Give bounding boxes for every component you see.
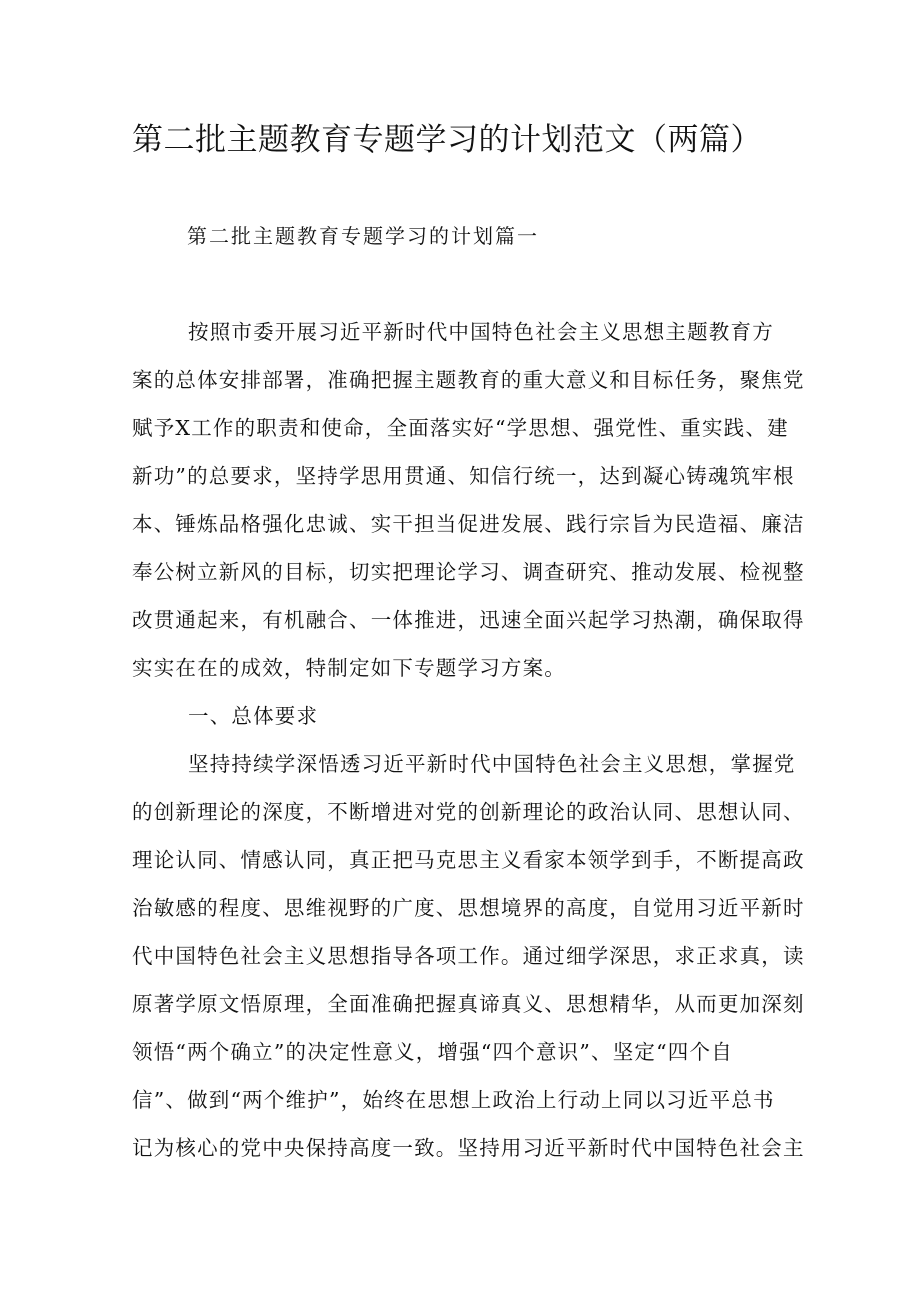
document-title: 第二批主题教育专题学习的计划范文（两篇） bbox=[132, 122, 762, 158]
paragraph-line: 赋予X工作的职责和使命，全面落实好“学思想、强党性、重实践、建 bbox=[132, 416, 789, 440]
section-subtitle: 第二批主题教育专题学习的计划篇一 bbox=[187, 224, 539, 248]
paragraph-line: 改贯通起来，有机融合、一体推进，迅速全面兴起学习热潮，确保取得 bbox=[132, 608, 805, 632]
paragraph-line: 代中国特色社会主义思想指导各项工作。通过细学深思，求正求真，读 bbox=[132, 944, 805, 968]
paragraph-line: 记为核心的党中央保持高度一致。坚持用习近平新时代中国特色社会主 bbox=[132, 1136, 805, 1160]
paragraph-line: 坚持持续学深悟透习近平新时代中国特色社会主义思想，掌握党 bbox=[188, 752, 796, 776]
paragraph-line: 治敏感的程度、思维视野的广度、思想境界的高度，自觉用习近平新时 bbox=[132, 896, 805, 920]
paragraph-line: 的创新理论的深度，不断增进对党的创新理论的政治认同、思想认同、 bbox=[132, 800, 805, 824]
paragraph-line: 信”、做到“两个维护”，始终在思想上政治上行动上同以习近平总书 bbox=[132, 1088, 775, 1112]
paragraph-line: 本、锤炼品格强化忠诚、实干担当促进发展、践行宗旨为民造福、廉洁 bbox=[132, 512, 805, 536]
paragraph-line: 案的总体安排部署，准确把握主题教育的重大意义和目标任务，聚焦党 bbox=[132, 368, 805, 392]
paragraph-line: 原著学原文悟原理，全面准确把握真谛真义、思想精华，从而更加深刻 bbox=[132, 992, 805, 1016]
paragraph-line: 奉公树立新风的目标，切实把理论学习、调查研究、推动发展、检视整 bbox=[132, 560, 805, 584]
paragraph-line: 实实在在的成效，特制定如下专题学习方案。 bbox=[132, 656, 566, 680]
paragraph-line: 领悟“两个确立”的决定性意义，增强“四个意识”、坚定“四个自 bbox=[132, 1040, 733, 1064]
paragraph-line: 按照市委开展习近平新时代中国特色社会主义思想主题教育方 bbox=[188, 320, 774, 344]
section-heading: 一、总体要求 bbox=[188, 704, 319, 728]
paragraph-line: 新功”的总要求，坚持学思用贯通、知信行统一，达到凝心铸魂筑牢根 bbox=[132, 464, 795, 488]
paragraph-line: 理论认同、情感认同，真正把马克思主义看家本领学到手，不断提高政 bbox=[132, 848, 805, 872]
